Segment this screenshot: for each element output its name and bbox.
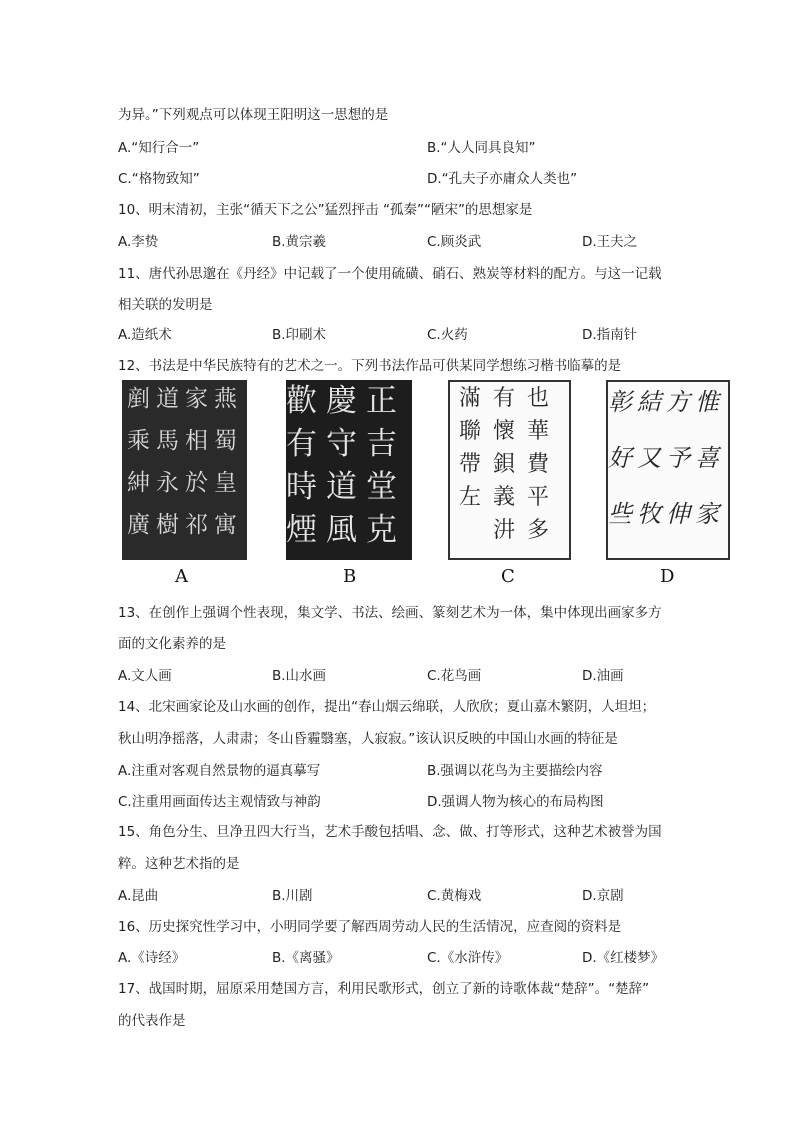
q16-option-d: D.《红楼梦》	[582, 950, 665, 966]
calligraphy-glyph: 時	[286, 469, 317, 505]
calligraphy-glyph: 守	[326, 426, 357, 462]
question-17-line2: 的代表作是	[118, 1013, 186, 1029]
q13-option-d: D.油画	[582, 668, 624, 684]
calligraphy-samples	[118, 380, 728, 590]
q11-option-a: A.造纸术	[118, 327, 172, 343]
question-12: 12、书法是中华民族特有的艺术之一。下列书法作品可供某同学想练习楷书临摹的是	[118, 358, 622, 374]
calligraphy-glyph: 燕	[214, 386, 237, 412]
q9-option-c: C.“格物致知”	[118, 171, 200, 187]
calligraphy-glyph: 道	[156, 386, 179, 412]
question-16: 16、历史探究性学习中，小明同学要了解西周劳动人民的生活情况，应查阅的资料是	[118, 919, 622, 935]
calligraphy-glyph: 慶	[326, 383, 357, 419]
question-9-stem-end: 为异。”下列观点可以体现王阳明这一思想的是	[118, 107, 389, 123]
calligraphy-glyph: 懷	[493, 419, 516, 444]
calligraphy-glyph: 方	[666, 388, 690, 416]
calligraphy-glyph: 吉	[366, 426, 397, 462]
q15-option-c: C.黄梅戏	[427, 888, 482, 904]
calligraphy-glyph: 牧	[637, 500, 661, 528]
calligraphy-glyph: 廣	[127, 512, 150, 538]
q10-option-b: B.黄宗羲	[272, 234, 327, 250]
q10-option-d: D.王夫之	[582, 234, 638, 250]
calligraphy-glyph: 惟	[695, 388, 719, 416]
q13-option-b: B.山水画	[272, 668, 327, 684]
question-13-line2: 面的文化素养的是	[118, 636, 226, 652]
q16-option-a: A.《诗经》	[118, 950, 186, 966]
calligraphy-glyph: 道	[326, 469, 357, 505]
q9-option-a: A.“知行合一”	[118, 140, 200, 156]
question-13-line1: 13、在创作上强调个性表现，集文学、书法、绘画、篆刻艺术为一体，集中体现出画家多方	[118, 605, 662, 621]
calligraphy-glyph: 有	[493, 386, 516, 411]
q9-option-d: D.“孔夫子亦庸众人类也”	[427, 171, 578, 187]
calligraphy-glyph: 堂	[366, 469, 397, 505]
calligraphy-glyph: 左	[459, 485, 482, 510]
calligraphy-glyph: 聯	[459, 419, 482, 444]
calligraphy-glyph: 紳	[127, 470, 150, 496]
calligraphy-glyph: 風	[326, 512, 357, 548]
calligraphy-glyph: 結	[637, 388, 661, 416]
calligraphy-glyph: 剷	[127, 386, 150, 412]
q14-option-a: A.注重对客观自然景物的逼真摹写	[118, 763, 321, 779]
calligraphy-glyph: 永	[156, 470, 179, 496]
calligraphy-glyph: 乘	[127, 428, 150, 454]
question-14-line1: 14、北宋画家论及山水画的创作，提出“春山烟云绵联，人欣欣；夏山嘉木繁阴，人坦坦；	[118, 699, 656, 715]
calligraphy-glyph: 寓	[214, 512, 237, 538]
q15-option-a: A.昆曲	[118, 888, 159, 904]
question-17-line1: 17、战国时期，屈原采用楚国方言，利用民歌形式，创立了新的诗歌体裁“楚辞”。“楚辞”	[118, 981, 650, 997]
caption-b: B	[343, 566, 357, 587]
calligraphy-glyph: 於	[185, 470, 208, 496]
calligraphy-glyph: 相	[185, 428, 208, 454]
question-11-line1: 11、唐代孙思邈在《丹经》中记载了一个使用硫磺、硝石、熟炭等材料的配方。与这一记载	[118, 266, 662, 282]
calligraphy-sample-b	[286, 380, 412, 560]
calligraphy-glyph: 也	[527, 386, 550, 411]
calligraphy-glyph: 祁	[185, 512, 208, 538]
calligraphy-glyph: 鋇	[493, 452, 516, 477]
calligraphy-glyph: 喜	[695, 444, 719, 472]
q14-option-b: B.强调以花鸟为主要描绘内容	[427, 763, 603, 779]
q11-option-c: C.火药	[427, 327, 468, 343]
calligraphy-glyph: 正	[366, 383, 397, 419]
calligraphy-glyph: 蜀	[214, 428, 237, 454]
q16-option-c: C.《水浒传》	[427, 950, 509, 966]
calligraphy-glyph: 汫	[493, 518, 516, 543]
calligraphy-glyph: 有	[286, 426, 317, 462]
calligraphy-glyph: 義	[493, 485, 516, 510]
calligraphy-glyph: 予	[666, 444, 690, 472]
calligraphy-glyph: 華	[527, 419, 550, 444]
question-15-line2: 粹。这种艺术指的是	[118, 856, 240, 872]
calligraphy-sample-a	[122, 380, 247, 560]
caption-d: D	[660, 566, 675, 587]
calligraphy-sample-d	[606, 380, 730, 560]
q10-option-a: A.李贽	[118, 234, 159, 250]
calligraphy-glyph: 家	[695, 500, 719, 528]
question-11-line2: 相关联的发明是	[118, 297, 213, 313]
caption-a: A	[175, 566, 188, 587]
calligraphy-glyph: 煙	[286, 512, 317, 548]
q13-option-a: A.文人画	[118, 668, 172, 684]
calligraphy-glyph: 歡	[286, 383, 317, 419]
calligraphy-glyph: 好	[608, 444, 632, 472]
calligraphy-glyph: 費	[527, 452, 550, 477]
q15-option-b: B.川剧	[272, 888, 313, 904]
calligraphy-glyph: 帶	[459, 452, 482, 477]
q14-option-c: C.注重用画面传达主观情致与神韵	[118, 794, 321, 810]
calligraphy-glyph: 彰	[608, 388, 632, 416]
calligraphy-glyph: 伸	[666, 500, 690, 528]
calligraphy-glyph: 些	[608, 500, 632, 528]
q10-option-c: C.顾炎武	[427, 234, 482, 250]
q16-option-b: B.《离骚》	[272, 950, 340, 966]
question-14-line2: 秋山明净摇落，人肃肃；冬山昏霾翳塞，人寂寂。”该认识反映的中国山水画的特征是	[118, 731, 618, 747]
q11-option-d: D.指南针	[582, 327, 638, 343]
calligraphy-glyph: 又	[637, 444, 661, 472]
calligraphy-glyph: 滿	[459, 386, 482, 411]
calligraphy-glyph: 馬	[156, 428, 179, 454]
calligraphy-glyph: 家	[185, 386, 208, 412]
q14-option-d: D.强调人物为核心的布局构图	[427, 794, 604, 810]
question-15-line1: 15、角色分生、旦净丑四大行当，艺术手酸包括唱、念、做、打等形式，这种艺术被誉为国	[118, 824, 662, 840]
q11-option-b: B.印刷术	[272, 327, 327, 343]
q9-option-b: B.“人人同具良知”	[427, 140, 536, 156]
q15-option-d: D.京剧	[582, 888, 624, 904]
calligraphy-glyph: 皇	[214, 470, 237, 496]
calligraphy-glyph: 多	[527, 518, 550, 543]
question-10: 10、明末清初，主张“循天下之公”猛烈抨击 “孤秦”“陋宋”的思想家是	[118, 202, 533, 218]
calligraphy-glyph: 平	[527, 485, 550, 510]
q13-option-c: C.花鸟画	[427, 668, 482, 684]
caption-c: C	[501, 566, 515, 587]
calligraphy-glyph: 樹	[156, 512, 179, 538]
calligraphy-glyph: 克	[366, 512, 397, 548]
calligraphy-sample-c	[448, 380, 571, 560]
